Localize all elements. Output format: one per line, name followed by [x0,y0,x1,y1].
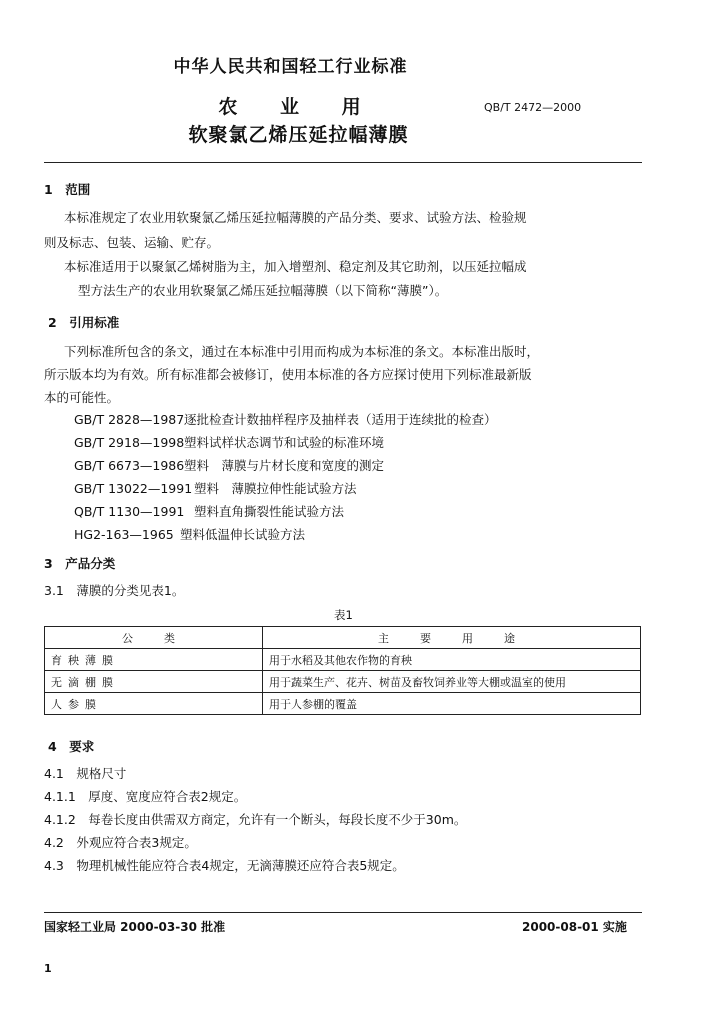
table-cell-category: 人参膜 [45,693,263,715]
reference-item: GB/T 2828—1987逐批检查计数抽样程序及抽样表（适用于连续批的检查） [74,412,497,427]
clause-4-1-1: 4.1.1 厚度、宽度应符合表2规定。 [44,789,247,804]
section-1-paragraph-1-cont: 则及标志、包装、运输、贮存。 [44,235,220,250]
approval-date: 国家轻工业局 2000-03-30 批准 [44,920,226,934]
footer-divider [44,912,642,913]
section-2-paragraph-cont: 所示版本均为有效。所有标准都会被修订，使用本标准的各方应探讨使用下列标准最新版 [44,367,532,382]
clause-4-1-2: 4.1.2 每卷长度由供需双方商定，允许有一个断头，每段长度不少于30m。 [44,812,467,827]
table-header-use: 主 要 用 途 [263,627,641,649]
reference-item: GB/T 13022—1991 塑料 薄膜拉伸性能试验方法 [74,481,357,496]
issuing-body-heading: 中华人民共和国轻工行业标准 [173,57,408,77]
section-4-heading: 4 要求 [48,739,95,754]
table-row [45,693,641,715]
table-row [45,649,641,671]
table-1-caption: 表1 [334,608,353,622]
table-cell-category: 无滴棚膜 [45,671,263,693]
clause-3-1: 3.1 薄膜的分类见表1。 [44,583,185,598]
clause-4-2: 4.2 外观应符合表3规定。 [44,835,197,850]
clause-4-1: 4.1 规格尺寸 [44,766,127,781]
table-cell-category: 育秧薄膜 [45,649,263,671]
section-3-heading: 3 产品分类 [44,556,116,571]
reference-item: GB/T 6673—1986塑料 薄膜与片材长度和宽度的测定 [74,458,385,473]
table-cell-use: 用于人参棚的覆盖 [263,693,641,715]
page-number: 1 [44,962,52,975]
table-cell-use: 用于水稻及其他农作物的育秧 [263,649,641,671]
document-title-line1: 农 业 用 [218,96,379,118]
section-1-heading: 1 范围 [44,182,91,197]
section-2-heading: 2 引用标准 [48,315,120,330]
effective-date: 2000-08-01 实施 [522,920,627,934]
section-1-paragraph-1: 本标准规定了农业用软聚氯乙烯压延拉幅薄膜的产品分类、要求、试验方法、检验规 [64,210,527,225]
table-header-category: 公 类 [45,627,263,649]
section-1-paragraph-2-cont: 型方法生产的农业用软聚氯乙烯压延拉幅薄膜（以下简称“薄膜”）。 [78,283,448,298]
reference-item: GB/T 2918—1998塑料试样状态调节和试验的标准环境 [74,435,385,450]
table-header-row [45,627,641,649]
table-cell-use: 用于蔬菜生产、花卉、树苗及畜牧饲养业等大棚或温室的使用 [263,671,641,693]
section-2-paragraph: 下列标准所包含的条文，通过在本标准中引用而构成为本标准的条文。本标准出版时， [64,344,540,359]
standard-code: QB/T 2472—2000 [484,101,582,114]
document-title-line2: 软聚氯乙烯压延拉幅薄膜 [188,124,409,146]
section-1-paragraph-2: 本标准适用于以聚氯乙烯树脂为主，加入增塑剂、稳定剂及其它助剂，以压延拉幅成 [64,259,527,274]
header-divider [44,162,642,163]
clause-4-3: 4.3 物理机械性能应符合表4规定，无滴薄膜还应符合表5规定。 [44,858,405,873]
table-row [45,671,641,693]
section-2-paragraph-cont2: 本的可能性。 [44,390,120,405]
reference-item: HG2-163—1965 塑料低温伸长试验方法 [74,527,306,542]
classification-table [44,626,641,715]
reference-item: QB/T 1130—1991 塑料直角撕裂性能试验方法 [74,504,345,519]
